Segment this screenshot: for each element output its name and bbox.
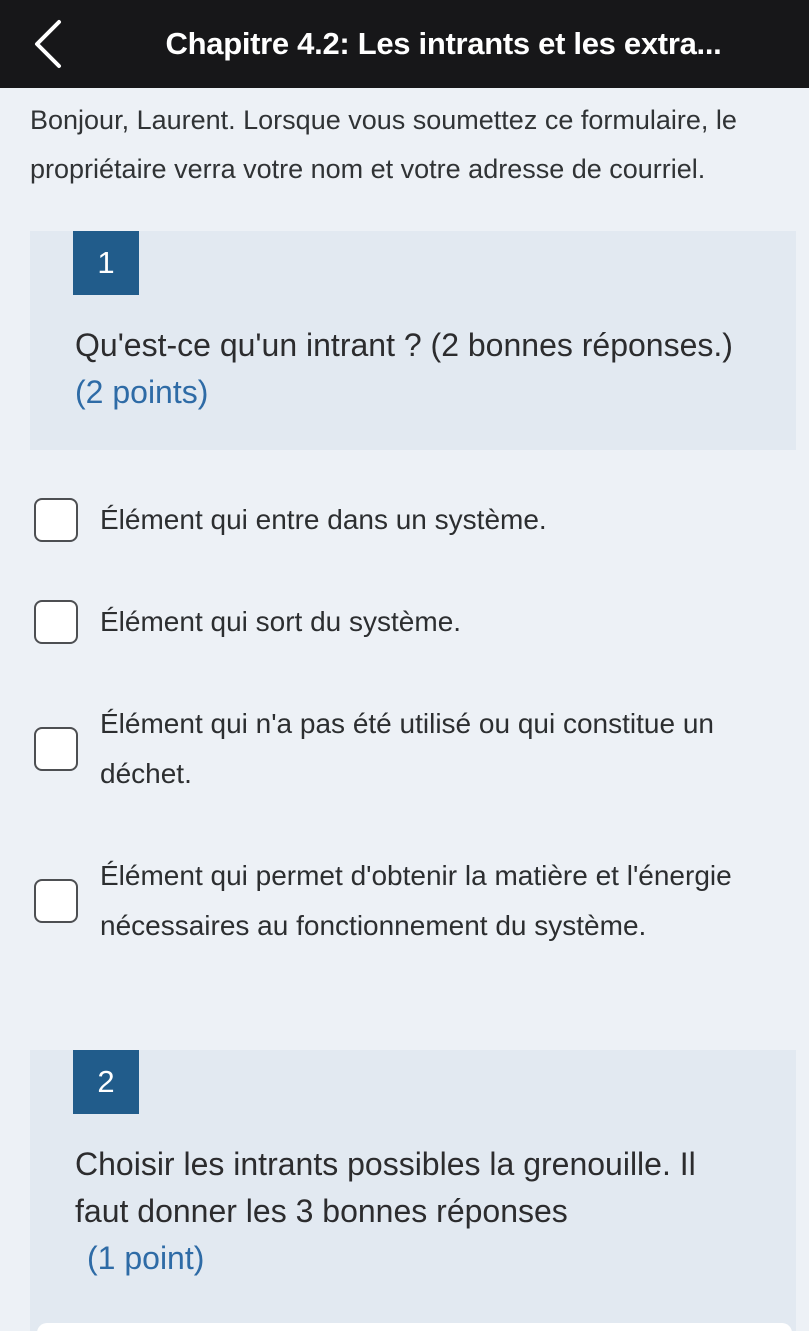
question-2-answer-area[interactable] bbox=[37, 1323, 792, 1331]
option-label[interactable]: Élément qui entre dans un système. bbox=[100, 504, 547, 535]
question-1-text bbox=[75, 322, 756, 416]
option-checkbox[interactable] bbox=[34, 600, 78, 644]
question-2-points: (1 point) bbox=[87, 1240, 205, 1276]
question-1-options bbox=[34, 495, 785, 951]
greeting-text: Bonjour, Laurent. Lorsque vous soumettez ce formulaire, le propriétaire verra votre nom et votre adresse de courriel. bbox=[30, 105, 737, 184]
question-card-2 bbox=[30, 1050, 796, 1331]
question-number-badge: 1 bbox=[73, 231, 139, 295]
chevron-left-icon bbox=[31, 18, 65, 70]
question-2-text bbox=[75, 1141, 756, 1282]
option-checkbox[interactable] bbox=[34, 498, 78, 542]
question-2-body: Choisir les intrants possibles la grenouille. Il faut donner les 3 bonnes réponses bbox=[75, 1146, 696, 1229]
question-card-1 bbox=[30, 231, 796, 450]
option-label[interactable]: Élément qui permet d'obtenir la matière et l'énergie nécessaires au fonctionnement du système. bbox=[100, 860, 732, 941]
option-checkbox[interactable] bbox=[34, 727, 78, 771]
option-checkbox[interactable] bbox=[34, 879, 78, 923]
question-number-badge: 2 bbox=[73, 1050, 139, 1114]
question-1-points: (2 points) bbox=[75, 374, 209, 410]
back-button[interactable] bbox=[0, 0, 96, 88]
option-row bbox=[34, 699, 785, 799]
option-row bbox=[34, 851, 785, 951]
option-row bbox=[34, 597, 785, 647]
option-label[interactable]: Élément qui sort du système. bbox=[100, 606, 462, 637]
option-row bbox=[34, 495, 785, 545]
header-bar bbox=[0, 0, 809, 88]
question-1-body: Qu'est-ce qu'un intrant ? (2 bonnes réponses.) bbox=[75, 327, 733, 363]
page-title: Chapitre 4.2: Les intrants et les extra... bbox=[165, 26, 722, 61]
option-label[interactable]: Élément qui n'a pas été utilisé ou qui constitue un déchet. bbox=[100, 708, 714, 789]
